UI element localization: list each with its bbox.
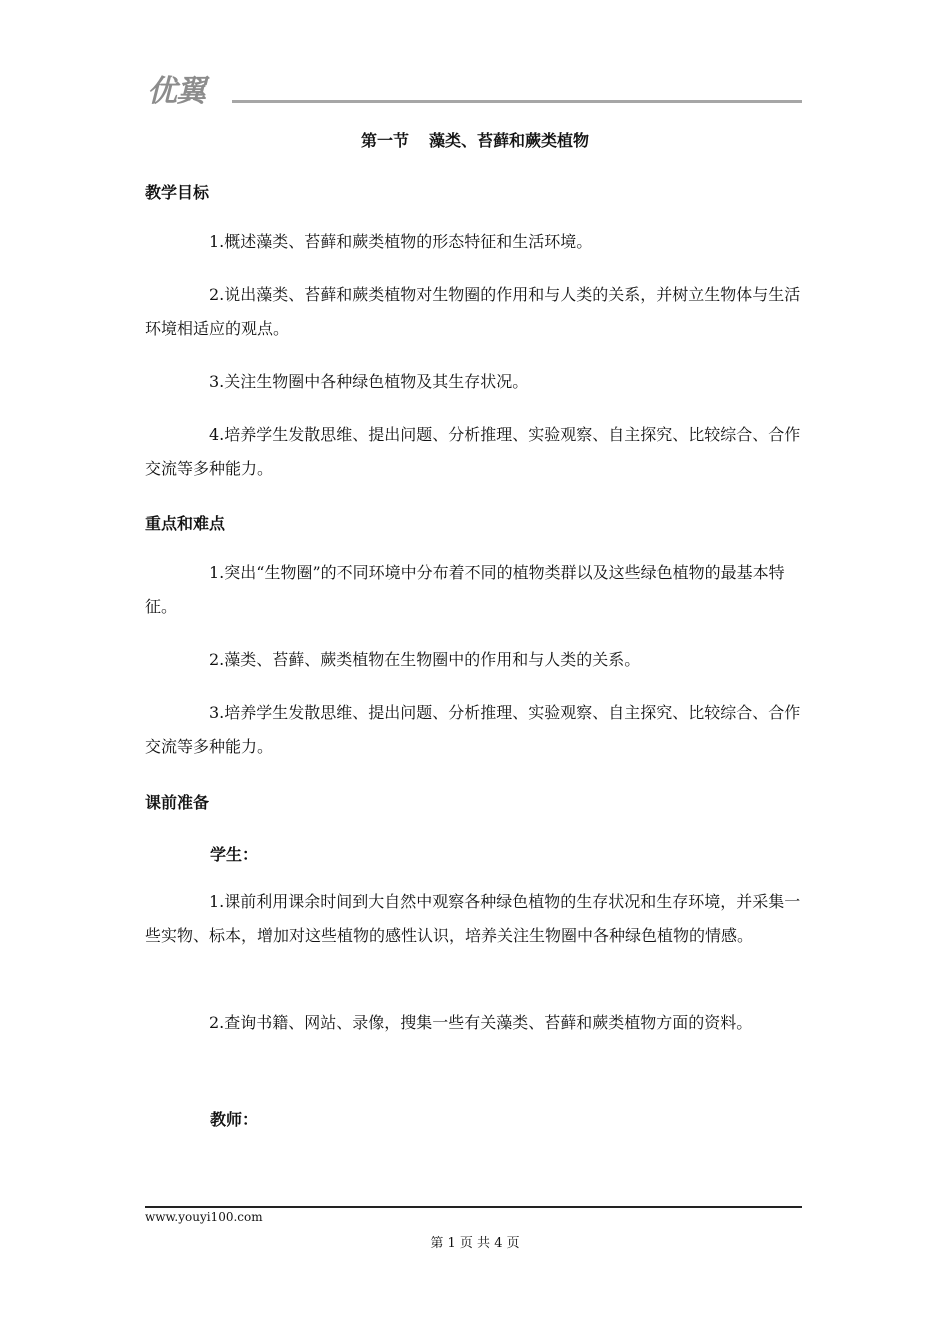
title-section: 第一节 <box>360 131 409 150</box>
objective-4: 4.培养学生发散思维、提出问题、分析推理、实验观察、自主探究、比较综合、合作交流等多种能力。 <box>145 425 801 478</box>
heading-key-points: 重点和难点 <box>145 514 226 533</box>
student-item-2: 2.查询书籍、网站、录像，搜集一些有关藻类、苔藓和蕨类植物方面的资料。 <box>209 1013 753 1032</box>
student-item-1: 1.课前利用课余时间到大自然中观察各种绿色植物的生存状况和生存环境，并采集一些实物、标本，增加对这些植物的感性认识，培养关注生物圈中各种绿色植物的情感。 <box>145 892 801 945</box>
key-point-1: 1.突出“生物圈”的不同环境中分布着不同的植物类群以及这些绿色植物的最基本特征。 <box>145 563 785 616</box>
objective-1: 1.概述藻类、苔藓和蕨类植物的形态特征和生活环境。 <box>209 232 593 251</box>
key-point-2: 2.藻类、苔藓、蕨类植物在生物圈中的作用和与人类的关系。 <box>209 650 641 669</box>
title-name: 藻类、苔藓和蕨类植物 <box>429 131 590 150</box>
objective-3: 3.关注生物圈中各种绿色植物及其生存状况。 <box>209 372 529 391</box>
page-title <box>0 128 950 151</box>
header-divider <box>232 100 802 103</box>
footer-divider <box>145 1206 802 1208</box>
objective-2: 2.说出藻类、苔藓和蕨类植物对生物圈的作用和与人类的关系，并树立生物体与生活环境相适应的观点。 <box>145 285 801 338</box>
heading-objectives: 教学目标 <box>145 183 210 202</box>
heading-student: 学生： <box>210 845 259 864</box>
footer-url: www.youyi100.com <box>145 1210 263 1224</box>
key-point-3: 3.培养学生发散思维、提出问题、分析推理、实验观察、自主探究、比较综合、合作交流等多种能力。 <box>145 703 801 756</box>
page-number: 第 1 页 共 4 页 <box>430 1236 520 1251</box>
youyi-logo: 优翼 <box>147 74 205 109</box>
heading-teacher: 教师： <box>210 1110 259 1129</box>
heading-preparation: 课前准备 <box>145 793 210 812</box>
